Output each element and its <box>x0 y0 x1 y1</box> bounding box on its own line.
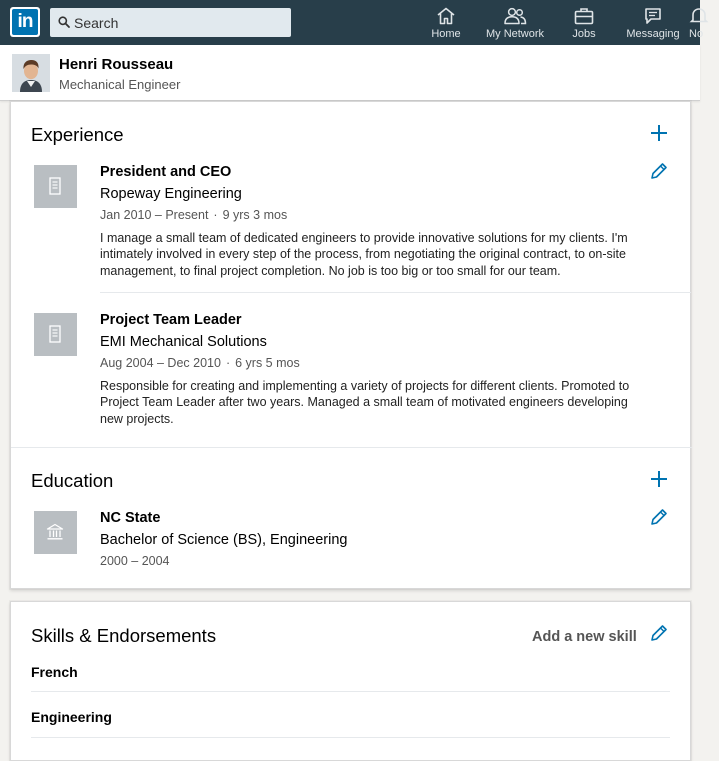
avatar-image <box>12 54 50 92</box>
company-name: Ropeway Engineering <box>100 186 242 202</box>
search-bar[interactable] <box>50 8 291 37</box>
profile-headline: Mechanical Engineer <box>59 77 181 92</box>
divider <box>31 691 670 692</box>
search-icon <box>58 16 70 28</box>
avatar[interactable] <box>12 54 50 92</box>
education-heading: Education <box>31 470 114 491</box>
divider <box>100 292 691 293</box>
search-input[interactable] <box>74 8 284 37</box>
skill-item[interactable]: Engineering <box>31 709 112 725</box>
network-icon <box>503 7 527 25</box>
add-education-icon[interactable] <box>649 469 669 489</box>
nav-jobs-label: Jobs <box>572 28 596 40</box>
date-range: Aug 2004 – Dec 2010 <box>100 356 221 370</box>
position-description: Responsible for creating and implementing a variety of projects for different clients. Promoted to Project Team Leader after two years. Managed a small team of motivated engineers developing new projects. <box>100 379 630 426</box>
home-icon <box>436 7 456 25</box>
divider <box>31 737 670 738</box>
nav-home[interactable] <box>428 7 464 43</box>
position-dates: Jan 2010 – Present · 9 yrs 3 mos <box>100 208 288 222</box>
edit-pencil-icon[interactable] <box>649 507 669 527</box>
school-logo-placeholder <box>34 511 77 554</box>
position-description: I manage a small team of dedicated engineers to provide innovative solutions for my clients. I'm intimately involved in every step of the process, from negotiating the original contract, to on-site management, to final project completion. No job is too big or too small for our team. <box>100 231 628 278</box>
top-nav <box>0 0 704 45</box>
profile-header <box>0 45 700 101</box>
school-icon <box>46 523 64 541</box>
profile-name[interactable]: Henri Rousseau <box>59 56 174 73</box>
messaging-icon <box>643 7 663 25</box>
nav-notifications[interactable] <box>689 7 719 43</box>
skill-item[interactable]: French <box>31 664 78 680</box>
company-logo-placeholder <box>34 313 77 356</box>
education-dates: 2000 – 2004 <box>100 554 170 568</box>
building-icon <box>47 177 63 195</box>
edit-pencil-icon[interactable] <box>649 623 669 643</box>
notifications-icon <box>689 7 709 25</box>
add-skill-button[interactable]: Add a new skill <box>532 629 637 645</box>
section-divider <box>11 447 692 448</box>
skills-heading: Skills & Endorsements <box>31 625 217 646</box>
duration: 9 yrs 3 mos <box>222 208 288 222</box>
nav-my-network-label: My Network <box>485 28 545 40</box>
duration: 6 yrs 5 mos <box>235 356 300 370</box>
nav-messaging-label: Messaging <box>626 28 680 40</box>
date-range: Jan 2010 – Present <box>100 208 209 222</box>
building-icon <box>47 325 63 343</box>
company-name: EMI Mechanical Solutions <box>100 334 267 350</box>
nav-notifications-label: No <box>689 28 704 40</box>
nav-messaging[interactable] <box>623 7 683 43</box>
add-experience-icon[interactable] <box>649 123 669 143</box>
position-title[interactable]: President and CEO <box>100 164 232 180</box>
edit-pencil-icon[interactable] <box>649 161 669 181</box>
position-dates: Aug 2004 – Dec 2010 · 6 yrs 5 mos <box>100 356 300 370</box>
experience-education-card <box>10 101 691 589</box>
experience-heading: Experience <box>31 124 124 145</box>
nav-home-label: Home <box>431 28 461 40</box>
logo-text: in <box>12 9 38 35</box>
company-logo-placeholder <box>34 165 77 208</box>
position-title[interactable]: Project Team Leader <box>100 312 242 328</box>
skills-card <box>10 601 691 761</box>
briefcase-icon <box>574 7 594 25</box>
linkedin-logo[interactable] <box>10 7 40 37</box>
school-name[interactable]: NC State <box>100 510 161 526</box>
nav-jobs[interactable] <box>566 7 602 43</box>
nav-my-network[interactable] <box>482 7 548 43</box>
degree: Bachelor of Science (BS), Engineering <box>100 532 348 548</box>
